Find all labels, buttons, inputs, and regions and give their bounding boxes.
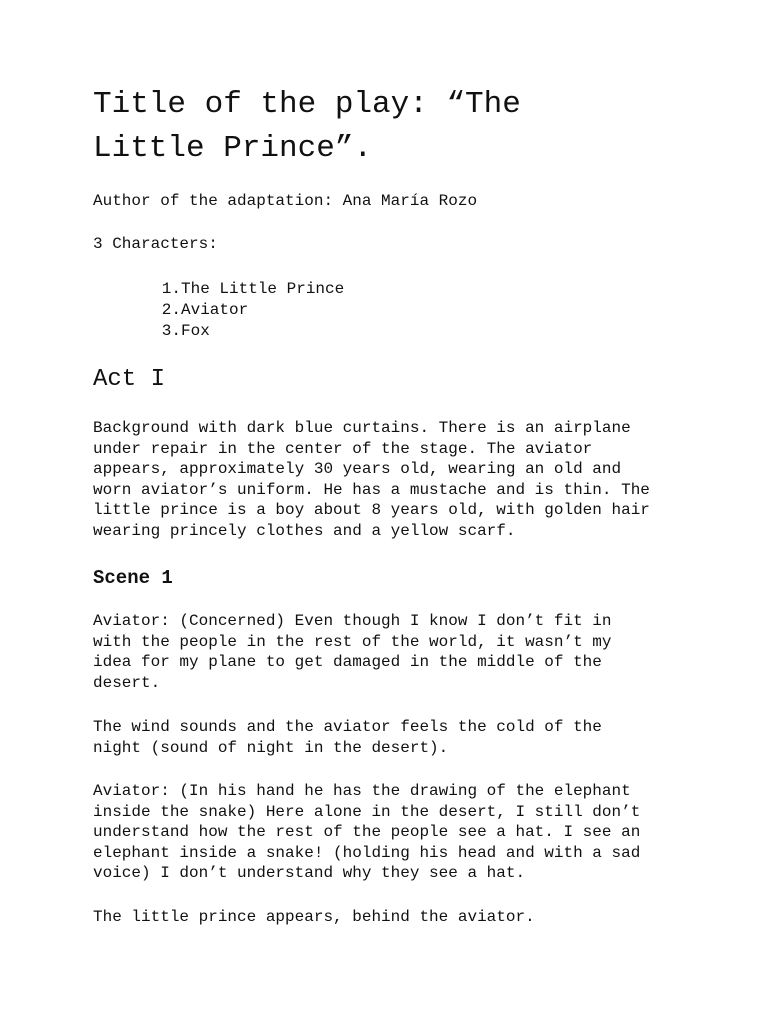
text-line: little prince is a boy about 8 years old, with golden hair	[93, 501, 650, 520]
text-line: inside the snake) Here alone in the desert, I still don’t	[93, 802, 641, 821]
character-name: The Little Prince	[181, 280, 345, 298]
characters-list	[157, 279, 344, 342]
text-line: elephant inside a snake! (holding his head and with a sad	[93, 843, 641, 862]
act-heading: Act I	[93, 366, 166, 393]
text-line: worn aviator’s uniform. He has a mustache and is thin. The	[93, 480, 650, 499]
text-line: idea for my plane to get damaged in the middle of the	[93, 653, 602, 672]
stage-direction-paragraph	[93, 717, 683, 758]
list-item-number: 3.	[161, 322, 181, 340]
author-line: Author of the adaptation: Ana María Rozo	[93, 192, 478, 210]
text-line: night (sound of night in the desert).	[93, 738, 449, 757]
text-line: with the people in the rest of the world, it wasn’t my	[93, 632, 612, 651]
text-line: understand how the rest of the people see a hat. I see an	[93, 823, 641, 842]
text-line: The wind sounds and the aviator feels the cold of the	[93, 718, 602, 736]
characters-heading: 3 Characters:	[93, 235, 218, 253]
act-description	[93, 418, 683, 542]
play-title-line: Little Prince”.	[93, 131, 373, 166]
text-line: voice) I don’t understand why they see a hat.	[93, 864, 526, 883]
dialogue-paragraph	[93, 611, 683, 693]
text-line: The little prince appears, behind the aviator.	[93, 908, 535, 926]
list-item-number: 2.	[161, 301, 181, 319]
stage-direction-paragraph	[93, 907, 683, 928]
list-item	[157, 300, 344, 321]
play-title	[93, 83, 693, 171]
dialogue-paragraph	[93, 781, 683, 884]
text-line: Aviator: (Concerned) Even though I know I don’t fit in	[93, 612, 612, 630]
play-title-line: Title of the play: “The	[93, 87, 521, 122]
scene-heading: Scene 1	[93, 567, 173, 589]
character-name: Fox	[181, 322, 210, 340]
text-line: Aviator: (In his hand he has the drawing of the elephant	[93, 782, 631, 800]
text-line: under repair in the center of the stage. The aviator	[93, 439, 593, 458]
list-item-number: 1.	[161, 280, 181, 298]
text-line: Background with dark blue curtains. There is an airplane	[93, 419, 631, 437]
text-line: desert.	[93, 673, 161, 692]
text-line: wearing princely clothes and a yellow scarf.	[93, 521, 516, 540]
character-name: Aviator	[181, 301, 249, 319]
list-item	[157, 279, 344, 300]
list-item	[157, 321, 344, 342]
text-line: appears, approximately 30 years old, wearing an old and	[93, 460, 622, 479]
